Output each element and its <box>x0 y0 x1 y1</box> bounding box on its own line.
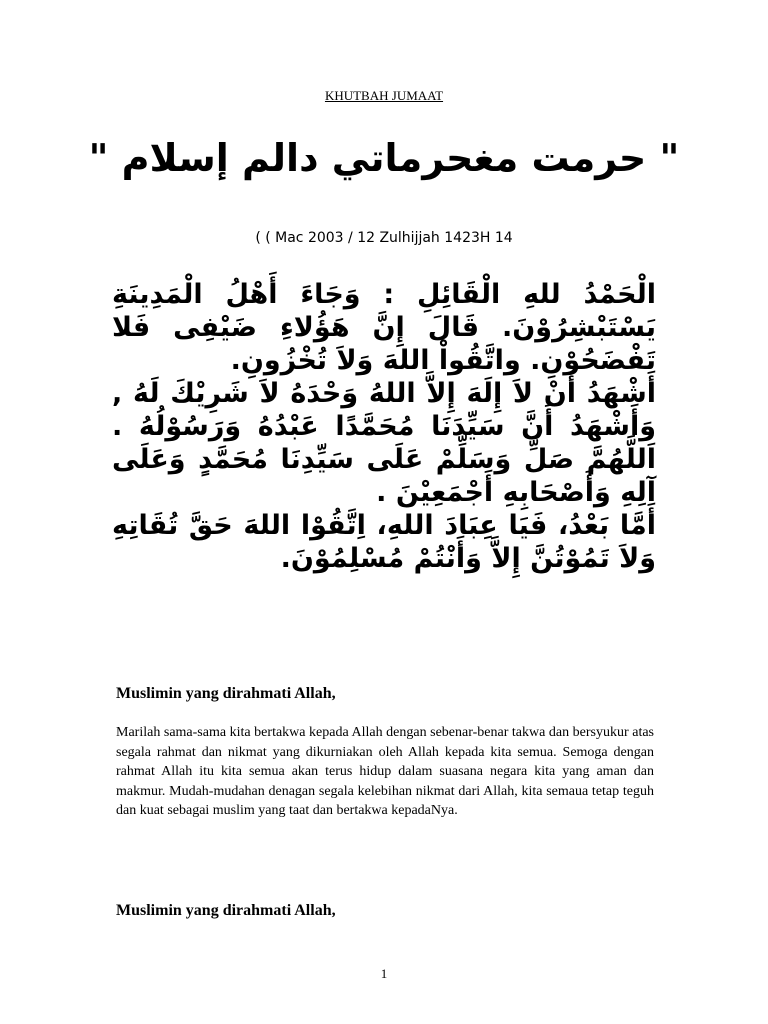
page-number: 1 <box>380 966 388 981</box>
sermon-title: " حرمت مغحرماتي دالم إسلام " <box>88 136 680 180</box>
section-heading: Muslimin yang dirahmati Allah, <box>116 685 336 702</box>
arabic-opening-text <box>112 278 656 575</box>
sermon-date: ( ( Mac 2003 / 12 Zulhijjah 1423H 14 <box>255 230 513 246</box>
body-paragraph: Marilah sama-sama kita bertakwa kepada Allah dengan sebenar-benar takwa dan bersyukur atas segala rahmat dan nikmat yang dikurniakan oleh Allah kepada kita semua. Semoga dengan rahmat Allah itu kita semua akan terus hidup dalam suasana negara kita yang aman dan makmur. Mudah-mudahan denagan segala kelebihan nikmat dari Allah, kita semaua tetap teguh dan kuat sebagai muslim yang taat dan bertakwa kepadaNya. <box>116 725 654 818</box>
arabic-paragraph: أَشْهَدُ أَنْ لاَ إِلَهَ إِلاَّ اللهُ وَحْدَهُ لاَ شَرِيْكَ لَهُ , وَأَشْهَدُ أَنَّ سَيِّدَنَا مُحَمَّدًا عَبْدُهُ وَرَسُوْلُهُ . اَللَّهُمَّ صَلِّ وَسَلِّمْ عَلَى سَيِّدِنَا مُحَمَّدٍ وَعَلَى آلِهِ وَأَصْحَابِهِ أَجْمَعِيْنَ . <box>112 378 656 508</box>
section-heading: Muslimin yang dirahmati Allah, <box>116 902 336 919</box>
document-header: KHUTBAH JUMAAT <box>324 88 444 103</box>
arabic-paragraph: أَمَّا بَعْدُ، فَيَا عِبَادَ اللهِ، اِتَّقُوْا اللهَ حَقَّ تُقَاتِهِ وَلاَ تَمُوْتُنَّ إِلاَّ وَأَنْتُمْ مُسْلِمُوْنَ. <box>112 510 656 574</box>
arabic-paragraph: الْحَمْدُ للهِ الْقَائِلِ : وَجَاءَ أَهْلُ الْمَدِينَةِ يَسْتَبْشِرُوْنَ. قَالَ إِنَّ هَؤُلاءِ ضَيْفِى فَلا تَفْضَحُوْنِ. واتَّقُواْ اللهَ وَلاَ تُخْزُونِ. <box>112 279 656 376</box>
